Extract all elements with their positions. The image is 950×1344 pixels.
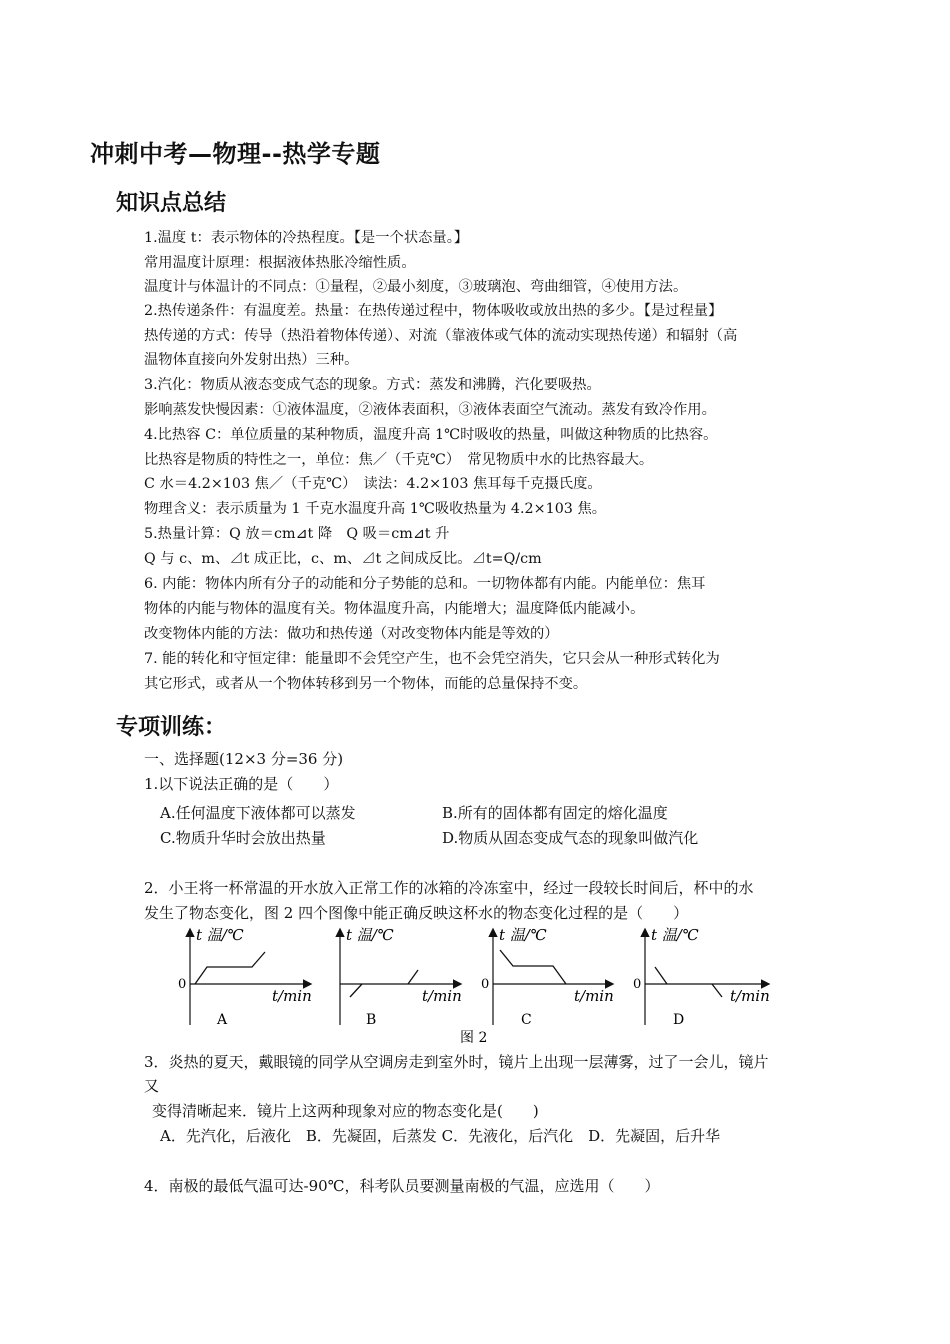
knowledge-line: 改变物体内能的方法：做功和热传递（对改变物体内能是等效的） [144, 626, 559, 642]
knowledge-line: 物理含义：表示质量为 1 千克水温度升高 1℃吸收热量为 4.2×103 焦。 [144, 501, 607, 517]
graph-d-label: D [673, 1012, 685, 1028]
question-1-stem: 1.以下说法正确的是（ ） [144, 775, 339, 793]
graph-b-curve-start [350, 984, 362, 997]
graph-d-x-label: t/min [730, 987, 770, 1005]
question-2-line-2: 发生了物态变化，图 2 四个图像中能正确反映这杯水的物态变化过程的是（ ） [144, 904, 689, 922]
graph-a [178, 926, 312, 1028]
question-3-line-3: 变得清晰起来．镜片上这两种现象对应的物态变化是( ) [152, 1102, 539, 1120]
knowledge-line: 常用温度计原理：根据液体热胀冷缩性质。 [144, 255, 416, 271]
knowledge-line: 影响蒸发快慢因素：①液体温度，②液体表面积，③液体表面空气流动。蒸发有致冷作用。 [144, 402, 716, 418]
graph-c-y-label: t 温/℃ [499, 926, 547, 944]
section-heading-practice: 专项训练： [116, 715, 227, 740]
graph-b-label: B [366, 1012, 377, 1028]
knowledge-line: 物体的内能与物体的温度有关。物体温度升高，内能增大；温度降低内能减小。 [144, 601, 645, 617]
knowledge-line: 5.热量计算：Q 放＝cm⊿t 降 Q 吸＝cm⊿t 升 [144, 526, 450, 542]
graph-d-curve-start [655, 967, 667, 984]
knowledge-line: C 水＝4.2×103 焦／（千克℃） 读法：4.2×103 焦耳每千克摄氏度。 [144, 476, 602, 492]
graph-d-y-label: t 温/℃ [651, 926, 699, 944]
graph-a-label: A [217, 1012, 228, 1028]
graph-b [340, 926, 462, 1028]
question-3-line-1: 3．炎热的夏天，戴眼镜的同学从空调房走到室外时，镜片上出现一层薄雾，过了一会儿，镜片 [144, 1053, 769, 1071]
knowledge-line: 7. 能的转化和守恒定律：能量即不会凭空产生，也不会凭空消失，它只会从一种形式转化为 [144, 651, 720, 667]
question-3-options: A．先汽化，后液化 B．先凝固，后蒸发 C．先液化，后汽化 D．先凝固，后升华 [160, 1127, 721, 1145]
figure-2-graphs [0, 920, 950, 1050]
graph-c-x-label: t/min [574, 987, 614, 1005]
knowledge-line: 6. 内能：物体内所有分子的动能和分子势能的总和。一切物体都有内能。内能单位：焦耳 [144, 576, 706, 592]
graph-d-origin: 0 [633, 977, 642, 992]
question-2-line-1: 2．小王将一杯常温的开水放入正常工作的冰箱的冷冻室中，经过一段较长时间后，杯中的水 [144, 879, 754, 897]
document-title: 冲刺中考—物理--热学专题 [90, 140, 381, 168]
graph-c-curve [500, 950, 566, 984]
graph-b-x-label: t/min [422, 987, 462, 1005]
graph-a-y-label: t 温/℃ [196, 926, 244, 944]
knowledge-line: Q 与 c、m、⊿t 成正比，c、m、⊿t 之间成反比。⊿t=Q/cm [144, 551, 542, 567]
graph-d-curve-end [712, 984, 722, 997]
graph-c-label: C [521, 1012, 532, 1028]
knowledge-line: 温物体直接向外发射出热）三种。 [144, 352, 359, 368]
question-4-stem: 4．南极的最低气温可达-90℃，科考队员要测量南极的气温，应选用（ ） [144, 1177, 660, 1195]
graph-b-curve-end [408, 970, 418, 984]
knowledge-line: 3.汽化：物质从液态变成气态的现象。方式：蒸发和沸腾，汽化要吸热。 [144, 377, 601, 393]
graph-d [633, 926, 770, 1028]
knowledge-line: 其它形式，或者从一个物体转移到另一个物体，而能的总量保持不变。 [144, 676, 588, 692]
graph-a-x-label: t/min [272, 987, 312, 1005]
graph-b-y-label: t 温/℃ [346, 926, 394, 944]
graph-c [481, 926, 614, 1028]
question-3-line-2: 又 [144, 1077, 160, 1095]
knowledge-line: 温度计与体温计的不同点：①量程，②最小刻度，③玻璃泡、弯曲细管，④使用方法。 [144, 279, 688, 295]
question-1-option-a: A.任何温度下液体都可以蒸发 [160, 804, 356, 822]
knowledge-line: 1.温度 t：表示物体的冷热程度。【是一个状态量。】 [144, 230, 469, 246]
knowledge-line: 热传递的方式：传导（热沿着物体传递）、对流（靠液体或气体的流动实现热传递）和辐射（高 [144, 328, 738, 344]
question-1-option-c: C.物质升华时会放出热量 [160, 829, 326, 847]
knowledge-line: 比热容是物质的特性之一，单位：焦／（千克℃） 常见物质中水的比热容最大。 [144, 452, 654, 468]
graph-a-origin: 0 [178, 977, 187, 992]
graph-c-origin: 0 [481, 977, 490, 992]
question-1-option-d: D.物质从固态变成气态的现象叫做汽化 [442, 829, 699, 847]
knowledge-line: 2.热传递条件：有温度差。热量：在热传递过程中，物体吸收或放出热的多少。【是过程量】 [144, 303, 723, 319]
part-title: 一、选择题(12×3 分=36 分) [144, 750, 344, 768]
graph-a-curve [195, 952, 265, 984]
knowledge-line: 4.比热容 C：单位质量的某种物质，温度升高 1℃时吸收的热量，叫做这种物质的比热容。 [144, 427, 718, 443]
figure-2-caption: 图 2 [460, 1030, 488, 1046]
section-heading-knowledge: 知识点总结 [116, 191, 227, 216]
question-1-option-b: B.所有的固体都有固定的熔化温度 [442, 804, 668, 822]
